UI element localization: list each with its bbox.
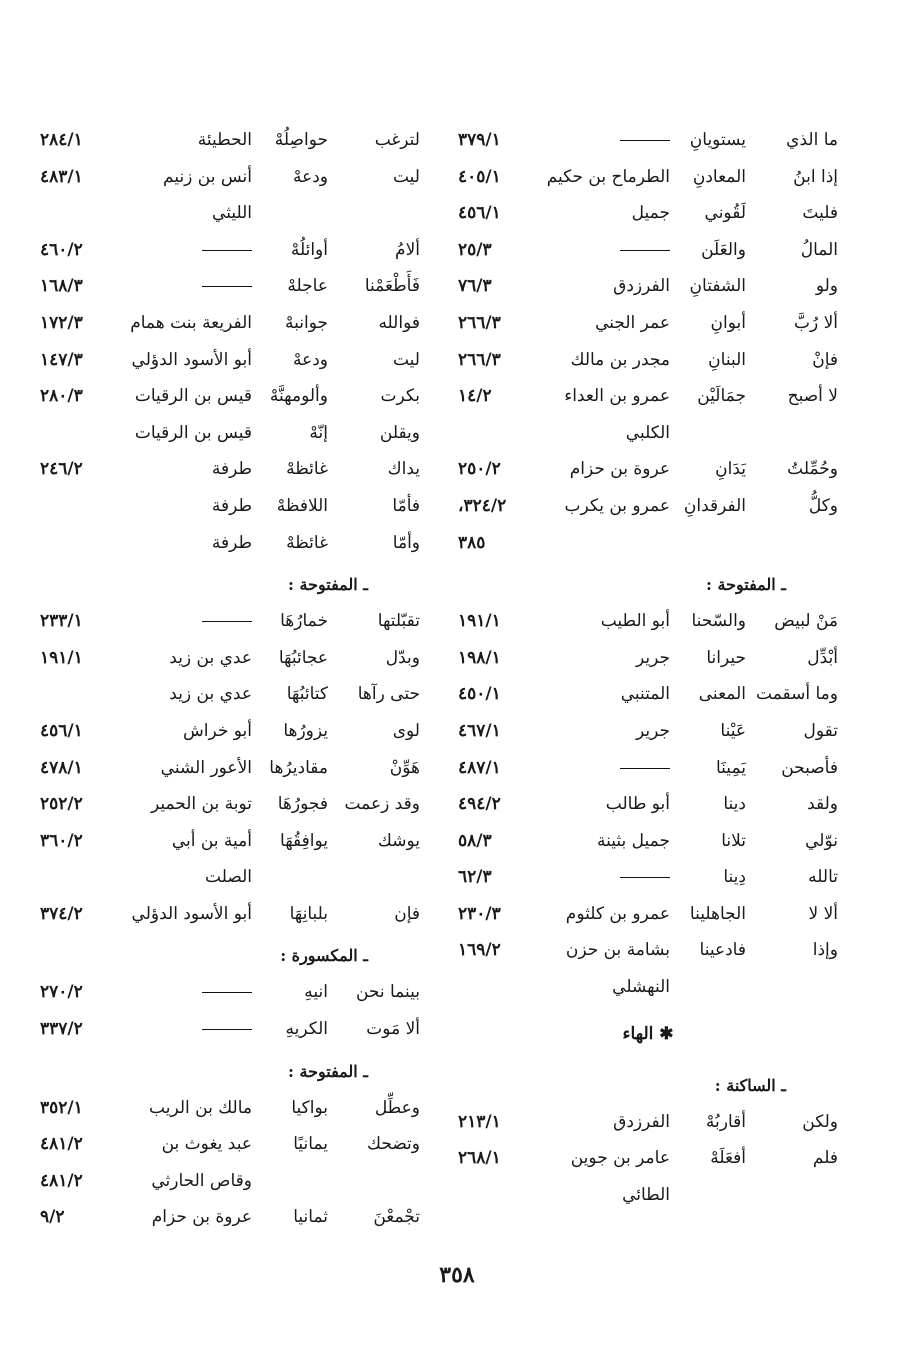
page-reference: ٢٨٠/٣ (40, 386, 83, 407)
poet-name: الطائي (622, 1184, 670, 1205)
poet-name: أبو الأسود الدؤلي (131, 903, 252, 924)
poet-name: الصلت (205, 867, 252, 888)
subsection-heading-text: ـ المفتوحة : (706, 575, 786, 595)
rhyme-word: البنانِ (708, 349, 746, 370)
poet-name: عمر الجني (595, 312, 670, 333)
page-reference: ٤٦٧/١ (458, 720, 501, 741)
verse-start: هَوِّنْ (389, 757, 420, 778)
verse-start: ولكن (802, 1111, 838, 1132)
subsection-heading-text: ـ المفتوحة : (288, 1061, 368, 1081)
poet-name (202, 611, 252, 631)
poet-name: عدي بن زيد (169, 647, 252, 668)
verse-start: وبدّل (385, 647, 420, 668)
verse-start: مَنْ لبيض (774, 611, 838, 632)
index-row (458, 936, 838, 973)
index-row-continuation (458, 973, 838, 1010)
poet-name: عروة بن حزام (151, 1207, 252, 1228)
rhyme-word: غائظهْ (286, 532, 328, 553)
rhyme-word: حيرانا (706, 647, 746, 668)
index-row (458, 754, 838, 791)
poet-name: طرفة (211, 459, 252, 480)
poet-name: طرفة (211, 532, 252, 553)
page-reference: ٢٦٦/٣ (458, 349, 501, 370)
verse-start: فَأَطْعَمْنا (364, 276, 420, 297)
unknown-poet-dash (202, 1029, 252, 1030)
page-reference: ٩/٢ (40, 1207, 65, 1228)
rhyme-word: دينا (723, 794, 746, 815)
index-row (458, 126, 838, 163)
page-reference: ٢١٣/١ (458, 1111, 501, 1132)
rhyme-word: والسّحنا (691, 611, 746, 632)
verse-start: ليت (392, 166, 420, 187)
page-reference: ٢٦٦/٣ (458, 312, 501, 333)
page-reference: ١٧٢/٣ (40, 312, 83, 333)
verse-start: لا أصبح (787, 386, 838, 407)
index-row-continuation (40, 863, 420, 900)
page-reference: ٣٨٥ (458, 532, 486, 553)
subsection-heading (40, 1052, 420, 1094)
rhyme-word: الكريهِ (285, 1019, 328, 1040)
unknown-poet-dash (202, 992, 252, 993)
rhyme-word: يَدَانِ (715, 459, 746, 480)
verse-start: نوّلي (805, 830, 838, 851)
unknown-poet-dash (620, 250, 670, 251)
poet-name: النهشلي (612, 977, 670, 998)
index-row (40, 790, 420, 827)
verse-start: وإذا (812, 940, 838, 961)
verse-start: وقد زعمت (344, 794, 420, 815)
poet-name: أبو طالب (605, 794, 670, 815)
rhyme-word: فجورُهَا (277, 794, 328, 815)
index-row (458, 455, 838, 492)
rhyme-word: والعَلَن (701, 239, 746, 260)
poet-name (202, 240, 252, 260)
rhyme-word: كتائبُهَا (286, 684, 328, 705)
subsection-heading (458, 565, 838, 607)
rhyme-word: أبوانِ (710, 312, 746, 333)
page-reference: ١٦٩/٢ (458, 940, 501, 961)
verse-start: أبْدِّل (807, 647, 838, 668)
poet-name: جميل (631, 203, 670, 224)
page-reference: ٤٧٨/١ (40, 757, 83, 778)
poet-name (202, 982, 252, 1002)
rhyme-word: انيهِ (304, 982, 328, 1003)
rhyme-word: يزورُها (283, 720, 328, 741)
page-reference: ٢٣٣/١ (40, 611, 83, 632)
index-row (458, 1144, 838, 1181)
poet-name: طرفة (211, 495, 252, 516)
index-row (40, 309, 420, 346)
poet-name: المتنبي (620, 684, 670, 705)
poet-name: أبو خراش (182, 720, 252, 741)
index-row (458, 272, 838, 309)
rhyme-word: عاجلهْ (287, 276, 328, 297)
subsection-heading (458, 1066, 838, 1108)
verse-start: ولقد (807, 794, 838, 815)
verse-start: يداك (387, 459, 420, 480)
poet-name: جميل بثينة (597, 830, 670, 851)
page-reference: ٣٦٠/٢ (40, 830, 83, 851)
verse-start: ألا لا (808, 903, 838, 924)
index-row (40, 236, 420, 273)
rhyme-word: الفرقدانِ (683, 495, 746, 516)
rhyme-word: ودعهْ (292, 349, 328, 370)
page-reference: ١٩١/١ (458, 611, 501, 632)
index-row (458, 790, 838, 827)
subsection-heading-text: ـ الساكنة : (714, 1075, 786, 1095)
rhyme-word: جوانبهْ (285, 312, 328, 333)
poet-name: عمرو بن العداء (564, 386, 670, 407)
poet-name: جرير (636, 647, 670, 668)
index-row (40, 529, 420, 566)
unknown-poet-dash (620, 768, 670, 769)
rhyme-word: أقاربُهْ (705, 1111, 746, 1132)
rhyme-word: خمارُهَا (280, 611, 328, 632)
page-reference: ٢٥٠/٢ (458, 459, 501, 480)
rhyme-word: عَيْنا (720, 720, 746, 741)
poet-name: وقاص الحارثي (151, 1170, 252, 1191)
poet-name: قيس بن الرقيات (134, 422, 252, 443)
index-row-continuation (40, 199, 420, 236)
index-row (40, 419, 420, 456)
index-row (458, 346, 838, 383)
index-row (40, 900, 420, 937)
rhyme-word: دِينا (723, 867, 746, 888)
poet-name: أبو الطيب (600, 611, 670, 632)
poet-name: عامر بن جوين (570, 1148, 670, 1169)
index-row (40, 1130, 420, 1167)
index-row (40, 492, 420, 529)
rhyme-word: غائظهْ (286, 459, 328, 480)
page-reference: ٢٥/٣ (458, 239, 492, 260)
page-reference: ٤٠٥/١ (458, 166, 501, 187)
rhyme-word: ثمانيا (293, 1207, 328, 1228)
poet-name: الطرماح بن حكيم (546, 166, 670, 187)
verse-start: وكلُّ (808, 495, 838, 516)
page-reference: ١٩١/١ (40, 647, 83, 668)
rhyme-word: ودعهْ (292, 166, 328, 187)
index-row (458, 827, 838, 864)
rhyme-word: حواصِلُهْ (274, 130, 328, 150)
verse-start: بينما نحن (355, 982, 420, 1003)
rhyme-word: وألومهنَّهْ (269, 386, 328, 407)
verse-start: وأمّا (392, 532, 420, 553)
index-row-continuation (458, 1181, 838, 1218)
page-reference: ٤٥٦/١ (40, 720, 83, 741)
poet-name (620, 867, 670, 887)
page-reference: ٣٧٤/٢ (40, 903, 83, 924)
verse-start: تجْمعْنَ (373, 1207, 420, 1228)
index-row (458, 644, 838, 681)
rhyme-word: يستويانِ (689, 130, 746, 150)
index-row (40, 272, 420, 309)
verse-start: ما الذي (786, 130, 838, 150)
poet-name: الفرزدق (613, 1111, 670, 1132)
rhyme-word: يمانيًا (293, 1134, 328, 1155)
page-reference: ٦٢/٣ (458, 867, 492, 888)
index-row (458, 717, 838, 754)
verse-start: وحُمِّلتُ (787, 459, 838, 480)
rhyme-word: اللافظهْ (276, 495, 328, 516)
poet-name: الكلبي (625, 422, 670, 443)
index-row (458, 382, 838, 419)
index-row (458, 236, 838, 273)
section-heading-text: ✱ الهاء (622, 1023, 674, 1044)
page-reference: ٣٢٤/٢، (458, 495, 507, 516)
poet-name: عمرو بن كلثوم (565, 903, 670, 924)
verse-start: وعطِّل (374, 1097, 420, 1118)
poet-name: الحطيئة (197, 130, 252, 150)
index-row (40, 754, 420, 791)
verse-start: ألا رُبَّ (793, 312, 838, 333)
verse-start: بكرت (380, 386, 420, 407)
index-row (40, 346, 420, 383)
rhyme-word: الشفتانِ (689, 276, 746, 297)
page-reference: ٢٧٠/٢ (40, 982, 83, 1003)
page-reference: ٧٦/٣ (458, 276, 492, 297)
poet-name (620, 240, 670, 260)
subsection-heading-text: ـ المكسورة : (280, 946, 368, 966)
rhyme-word: أفعَلَهْ (710, 1148, 746, 1169)
page-reference: ٤٨١/٢ (40, 1170, 83, 1191)
index-row (458, 900, 838, 937)
page-reference: ٣٥٢/١ (40, 1097, 83, 1118)
page-reference: ٢٤٦/٢ (40, 459, 83, 480)
index-row (40, 455, 420, 492)
page-reference: ٣٣٧/٢ (40, 1019, 83, 1040)
rhyme-word: مقاديرُها (269, 757, 328, 778)
verse-start: فإنْ (812, 349, 838, 370)
poet-name (202, 1019, 252, 1039)
page-reference: ٢٨٤/١ (40, 130, 83, 150)
page-reference: ٢٣٠/٣ (458, 903, 501, 924)
poet-name: الليثي (212, 203, 252, 224)
verse-start: لوى (392, 720, 420, 741)
verse-start: فليتَ (802, 203, 838, 224)
poet-name: أمية بن أبي (171, 830, 252, 851)
verse-start: فأمّا (392, 495, 420, 516)
rhyme-word: لَقُوني (704, 203, 746, 224)
page-reference: ٣٧٩/١ (458, 130, 501, 150)
rhyme-word: الجاهلينا (689, 903, 746, 924)
index-row (458, 863, 838, 900)
poet-name: بشامة بن حزن (565, 940, 670, 961)
page-reference: ٥٨/٣ (458, 830, 492, 851)
left-column (40, 126, 420, 1240)
index-row (40, 126, 420, 163)
page-reference: ٢٥٢/٢ (40, 794, 83, 815)
index-row (458, 492, 838, 529)
poet-name (202, 276, 252, 296)
unknown-poet-dash (202, 621, 252, 622)
index-row (40, 1203, 420, 1240)
poet-name: عروة بن حزام (569, 459, 670, 480)
page-reference: ٤٩٤/٢ (458, 794, 501, 815)
index-row (40, 1015, 420, 1052)
subsection-heading (40, 565, 420, 607)
verse-start: ويقلن (379, 422, 420, 443)
section-heading (458, 1010, 838, 1066)
index-row (40, 382, 420, 419)
verse-start: ألامُ (395, 239, 420, 260)
unknown-poet-dash (620, 140, 670, 141)
rhyme-word: المعادنِ (692, 166, 746, 187)
verse-start: ولو (815, 276, 838, 297)
rhyme-word: جمَالَيْن (697, 386, 746, 407)
rhyme-word: يوافِقُهَا (280, 830, 328, 851)
poet-name: مالك بن الريب (149, 1097, 252, 1118)
rhyme-word: أوائلُهْ (290, 239, 328, 260)
poet-name: الفريعة بنت همام (130, 312, 252, 333)
poet-name: عبد يغوث بن (161, 1134, 252, 1155)
index-row (40, 607, 420, 644)
verse-start: ألا مَوت (366, 1019, 420, 1040)
page-reference: ٤٥٦/١ (458, 203, 501, 224)
poet-name: أبو الأسود الدؤلي (131, 349, 252, 370)
poet-name: قيس بن الرقيات (134, 386, 252, 407)
index-row-continuation (458, 529, 838, 566)
page-reference: ٤٥٠/١ (458, 684, 501, 705)
rhyme-word: المعنى (698, 684, 746, 705)
index-row (458, 199, 838, 236)
unknown-poet-dash (202, 286, 252, 287)
index-row (458, 163, 838, 200)
verse-start: ليت (392, 349, 420, 370)
verse-start: فأصبحن (781, 757, 838, 778)
verse-start: تقول (803, 720, 838, 741)
verse-start: يوشك (377, 830, 420, 851)
poet-name: الأعور الشني (160, 757, 252, 778)
subsection-heading-text: ـ المفتوحة : (288, 575, 368, 595)
index-row (40, 680, 420, 717)
index-row (40, 827, 420, 864)
rhyme-word: تلانا (721, 830, 746, 851)
index-row (458, 309, 838, 346)
rhyme-word: إنّهْ (309, 422, 328, 443)
verse-start: تقبّلتها (377, 611, 420, 632)
rhyme-word: بلبانِهَا (289, 903, 328, 924)
verse-start: فلم (812, 1148, 838, 1169)
rhyme-word: يَمِينَا (716, 757, 746, 778)
rhyme-word: عجائبُهَا (278, 647, 328, 668)
poet-name: جرير (636, 720, 670, 741)
poet-name: عمرو بن يكرب (564, 495, 670, 516)
verse-start: وما أسقمت (756, 684, 838, 705)
page-reference: ١٤٧/٣ (40, 349, 83, 370)
index-row (40, 1094, 420, 1131)
index-row-continuation (458, 419, 838, 456)
page-reference: ٤٨٧/١ (458, 757, 501, 778)
index-row (40, 644, 420, 681)
page-reference: ١٦٨/٣ (40, 276, 83, 297)
verse-start: لترغب (374, 130, 420, 150)
page-reference: ١٩٨/١ (458, 647, 501, 668)
unknown-poet-dash (202, 250, 252, 251)
poet-name (620, 130, 670, 150)
index-row (458, 680, 838, 717)
verse-start: فوالله (378, 312, 420, 333)
poet-name: مجدر بن مالك (570, 349, 670, 370)
index-row (40, 978, 420, 1015)
index-row (458, 1108, 838, 1145)
index-row (458, 607, 838, 644)
page-reference: ٤٦٠/٢ (40, 239, 83, 260)
index-row (40, 717, 420, 754)
poet-name: أنس بن زنيم (163, 166, 252, 187)
subsection-heading (40, 936, 420, 978)
index-row (40, 163, 420, 200)
unknown-poet-dash (620, 877, 670, 878)
poet-name: الفرزدق (613, 276, 670, 297)
page-reference: ٤٨٣/١ (40, 166, 83, 187)
rhyme-word: فادعينا (699, 940, 746, 961)
verse-start: فإن (394, 903, 420, 924)
page-number: ٣٥٨ (439, 1262, 475, 1288)
verse-start: تالله (808, 867, 838, 888)
right-column (458, 126, 838, 1217)
poet-name: عدي بن زيد (169, 684, 252, 705)
page-reference: ٤٨١/٢ (40, 1134, 83, 1155)
index-row-continuation (40, 1167, 420, 1204)
rhyme-word: بواكيا (291, 1097, 328, 1118)
verse-start: وتضحك (367, 1134, 420, 1155)
verse-start: حتى رآها (357, 684, 420, 705)
page-reference: ٢٦٨/١ (458, 1148, 501, 1169)
verse-start: إذا ابنُ (793, 166, 838, 187)
verse-start: المالُ (800, 239, 838, 260)
poet-name: توبة بن الحمير (150, 794, 252, 815)
poet-name (620, 758, 670, 778)
page-reference: ١٤/٢ (458, 386, 492, 407)
